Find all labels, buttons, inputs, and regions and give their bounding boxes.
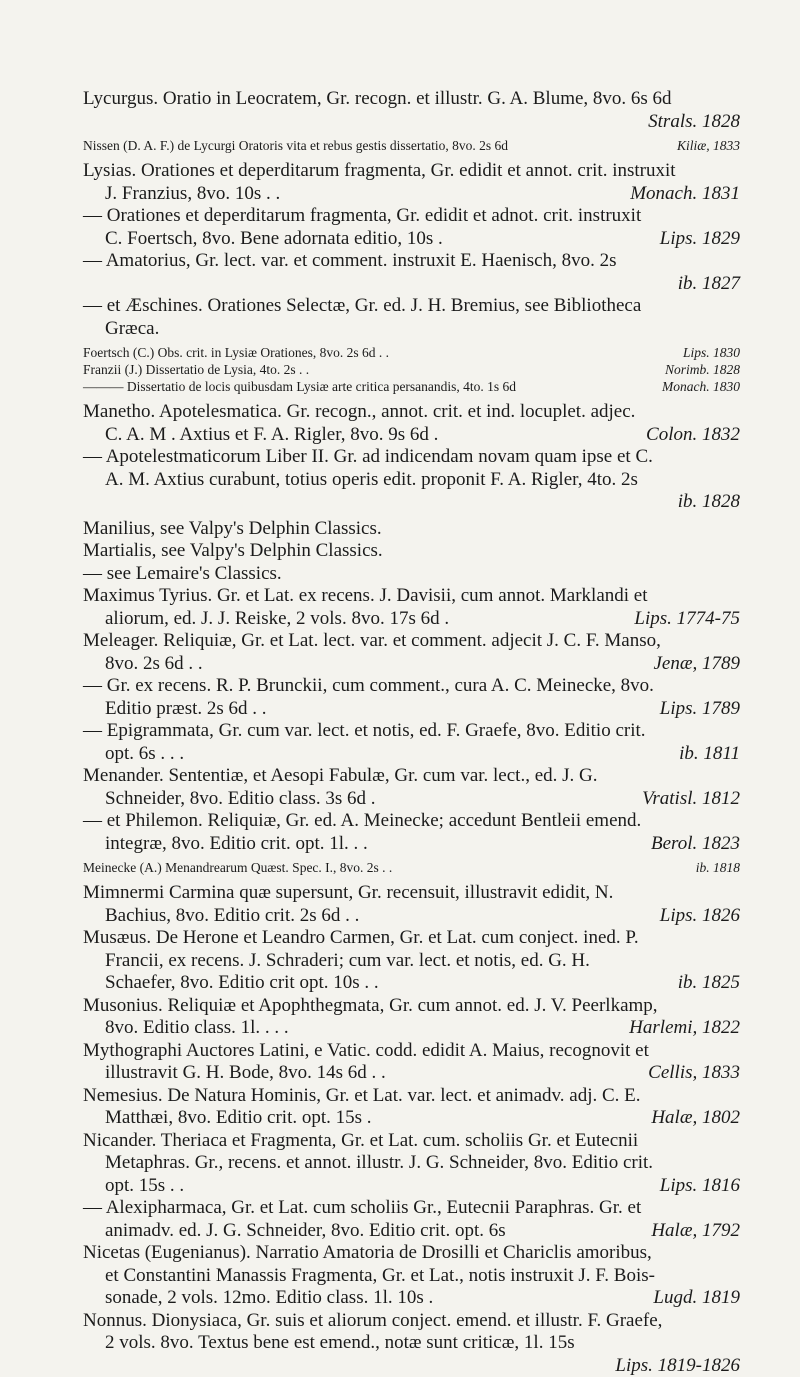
imprint: Vratisl. 1812 bbox=[642, 788, 740, 811]
entry-text: 8vo. 2s 6d . . bbox=[105, 653, 203, 674]
entry-text: C. A. M . Axtius et F. A. Rigler, 8vo. 9s 6d . bbox=[105, 424, 438, 445]
entry-text: Nicetas (Eugenianus). Narratio Amatoria de Drosilli et Chariclis amoribus, bbox=[83, 1242, 652, 1263]
imprint: Monach. 1830 bbox=[662, 378, 740, 395]
imprint: Lips. 1830 bbox=[683, 344, 740, 361]
entry-text: opt. 15s . . bbox=[105, 1175, 184, 1196]
catalogue-note bbox=[83, 137, 740, 154]
entry-text: Græca. bbox=[105, 318, 159, 339]
catalogue-entry bbox=[83, 882, 740, 1377]
imprint: Lugd. 1819 bbox=[653, 1287, 740, 1310]
entry-text: Nicander. Theriaca et Fragmenta, Gr. et Lat. cum. scholiis Gr. et Eutecnii bbox=[83, 1130, 638, 1151]
entry-text: Meinecke (A.) Menandrearum Quæst. Spec. I., 8vo. 2s . . bbox=[83, 860, 392, 875]
entry-line bbox=[83, 1107, 740, 1130]
entry-text: Menander. Sententiæ, et Aesopi Fabulæ, Gr. cum var. lect., ed. J. G. bbox=[83, 765, 598, 786]
entry-line bbox=[83, 424, 740, 447]
entry-text: Nissen (D. A. F.) de Lycurgi Oratoris vita et rebus gestis dissertatio, 8vo. 2s 6d bbox=[83, 138, 508, 153]
entry-line bbox=[83, 250, 740, 273]
imprint: ib. 1825 bbox=[678, 972, 740, 995]
imprint: Lips. 1819-1826 bbox=[615, 1355, 740, 1377]
entry-line bbox=[83, 228, 740, 251]
entry-line bbox=[83, 1242, 740, 1265]
entry-line bbox=[83, 833, 740, 856]
imprint: Berol. 1823 bbox=[651, 833, 740, 856]
entry-line bbox=[83, 1130, 740, 1153]
imprint: Cellis, 1833 bbox=[648, 1062, 740, 1085]
entry-text: Meleager. Reliquiæ, Gr. et Lat. lect. var. et comment. adjecit J. C. F. Manso, bbox=[83, 630, 661, 651]
entry-text: Schaefer, 8vo. Editio crit opt. 10s . . bbox=[105, 972, 379, 993]
entry-text: 2 vols. 8vo. Textus bene est emend., notæ sunt criticæ, 1l. 15s bbox=[105, 1332, 575, 1353]
entry-line bbox=[83, 295, 740, 318]
entry-line bbox=[83, 972, 740, 995]
entry-text: — Alexipharmaca, Gr. et Lat. cum scholiis Gr., Eutecnii Paraphras. Gr. et bbox=[83, 1197, 641, 1218]
entry-text: et Constantini Manassis Fragmenta, Gr. et Lat., notis instruxit J. F. Bois- bbox=[105, 1265, 655, 1286]
entry-text: — Gr. ex recens. R. P. Brunckii, cum comment., cura A. C. Meinecke, 8vo. bbox=[83, 675, 654, 696]
imprint: Strals. 1828 bbox=[648, 111, 740, 134]
entry-text: ——— Dissertatio de locis quibusdam Lysiæ arte critica persanandis, 4to. 1s 6d bbox=[83, 379, 516, 394]
entry-line bbox=[83, 88, 740, 111]
entry-line bbox=[83, 995, 740, 1018]
entry-line bbox=[83, 205, 740, 228]
imprint: Lips. 1826 bbox=[660, 905, 740, 928]
entry-text: J. Franzius, 8vo. 10s . . bbox=[105, 183, 280, 204]
entry-line bbox=[83, 608, 740, 631]
entry-text: opt. 6s . . . bbox=[105, 743, 184, 764]
entry-text: — Orationes et deperditarum fragmenta, Gr. edidit et adnot. crit. instruxit bbox=[83, 205, 641, 226]
entry-line bbox=[83, 1220, 740, 1243]
entry-text: Editio præst. 2s 6d . . bbox=[105, 698, 267, 719]
entry-text: Mythographi Auctores Latini, e Vatic. codd. edidit A. Maius, recognovit et bbox=[83, 1040, 649, 1061]
entry-line bbox=[83, 563, 740, 586]
entry-line bbox=[83, 183, 740, 206]
entry-text: Schneider, 8vo. Editio class. 3s 6d . bbox=[105, 788, 375, 809]
entry-text: C. Foertsch, 8vo. Bene adornata editio, 10s . bbox=[105, 228, 443, 249]
entry-line bbox=[83, 585, 740, 608]
entry-line bbox=[83, 905, 740, 928]
imprint: Monach. 1831 bbox=[630, 183, 740, 206]
entry-line bbox=[83, 1197, 740, 1220]
entry-text: — Amatorius, Gr. lect. var. et comment. instruxit E. Haenisch, 8vo. 2s bbox=[83, 250, 617, 271]
entry-text: sonade, 2 vols. 12mo. Editio class. 1l. 10s . bbox=[105, 1287, 433, 1308]
imprint: Lips. 1774-75 bbox=[634, 608, 740, 631]
entry-text: Nonnus. Dionysiaca, Gr. suis et aliorum conject. emend. et illustr. F. Graefe, bbox=[83, 1310, 662, 1331]
entry-text: Martialis, see Valpy's Delphin Classics. bbox=[83, 540, 383, 561]
entry-line bbox=[83, 927, 740, 950]
imprint: ib. 1827 bbox=[678, 273, 740, 296]
entry-text: Metaphras. Gr., recens. et annot. illustr. J. G. Schneider, 8vo. Editio crit. bbox=[105, 1152, 653, 1173]
entry-line bbox=[83, 518, 740, 541]
catalogue-note bbox=[83, 344, 740, 395]
entry-line bbox=[83, 160, 740, 183]
entry-text: integræ, 8vo. Editio crit. opt. 1l. . . bbox=[105, 833, 368, 854]
entry-text: Francii, ex recens. J. Schraderi; cum var. lect. et notis, ed. G. H. bbox=[105, 950, 590, 971]
entry-line bbox=[83, 1040, 740, 1063]
imprint: Harlemi, 1822 bbox=[629, 1017, 740, 1040]
entry-line bbox=[83, 675, 740, 698]
entry-text: Matthæi, 8vo. Editio crit. opt. 15s . bbox=[105, 1107, 372, 1128]
imprint: Colon. 1832 bbox=[646, 424, 740, 447]
imprint: ib. 1818 bbox=[696, 859, 740, 876]
imprint: ib. 1811 bbox=[679, 743, 740, 766]
entry-line bbox=[83, 765, 740, 788]
entry-line bbox=[83, 1152, 740, 1175]
entry-text: A. M. Axtius curabunt, totius operis edit. proponit F. A. Rigler, 4to. 2s bbox=[105, 469, 638, 490]
entry-line bbox=[83, 743, 740, 766]
entry-line bbox=[83, 1017, 740, 1040]
entry-line bbox=[83, 401, 740, 424]
entry-text: — et Philemon. Reliquiæ, Gr. ed. A. Meinecke; accedunt Bentleii emend. bbox=[83, 810, 641, 831]
entry-text: illustravit G. H. Bode, 8vo. 14s 6d . . bbox=[105, 1062, 386, 1083]
entry-line bbox=[83, 469, 740, 492]
catalogue-entry bbox=[83, 518, 740, 856]
entry-text: — Apotelestmaticorum Liber II. Gr. ad indicendam novam quam ipse et C. bbox=[83, 446, 653, 467]
imprint: Jenæ, 1789 bbox=[653, 653, 740, 676]
catalogue-entry bbox=[83, 401, 740, 514]
entry-text: — et Æschines. Orationes Selectæ, Gr. ed. J. H. Bremius, see Bibliotheca bbox=[83, 295, 641, 316]
entry-line bbox=[83, 1085, 740, 1108]
catalogue-note bbox=[83, 859, 740, 876]
entry-line bbox=[83, 630, 740, 653]
entry-line bbox=[83, 1355, 740, 1377]
entry-line bbox=[83, 1287, 740, 1310]
entry-text: Nemesius. De Natura Hominis, Gr. et Lat. var. lect. et animadv. adj. C. E. bbox=[83, 1085, 641, 1106]
entry-text: Lysias. Orationes et deperditarum fragmenta, Gr. edidit et annot. crit. instruxit bbox=[83, 160, 676, 181]
catalogue-entry bbox=[83, 88, 740, 133]
entry-text: Foertsch (C.) Obs. crit. in Lysiæ Orationes, 8vo. 2s 6d . . bbox=[83, 345, 389, 360]
entry-line bbox=[83, 318, 740, 341]
entry-text: Franzii (J.) Dissertatio de Lysia, 4to. 2s . . bbox=[83, 362, 309, 377]
entry-line bbox=[83, 540, 740, 563]
entry-text: Mimnermi Carmina quæ supersunt, Gr. recensuit, illustravit edidit, N. bbox=[83, 882, 613, 903]
imprint: Kiliæ, 1833 bbox=[677, 137, 740, 154]
imprint: Norimb. 1828 bbox=[665, 361, 740, 378]
entry-line bbox=[83, 491, 740, 514]
entry-line bbox=[83, 1062, 740, 1085]
entry-line bbox=[83, 810, 740, 833]
entry-line bbox=[83, 1332, 740, 1355]
imprint: Lips. 1816 bbox=[660, 1175, 740, 1198]
entry-line bbox=[83, 378, 740, 395]
entry-text: Manilius, see Valpy's Delphin Classics. bbox=[83, 518, 382, 539]
entry-line bbox=[83, 1310, 740, 1333]
entry-line bbox=[83, 653, 740, 676]
entry-line bbox=[83, 446, 740, 469]
imprint: Lips. 1789 bbox=[660, 698, 740, 721]
entry-line bbox=[83, 788, 740, 811]
catalogue-entry bbox=[83, 160, 740, 340]
entry-text: Lycurgus. Oratio in Leocratem, Gr. recogn. et illustr. G. A. Blume, 8vo. 6s 6d bbox=[83, 88, 672, 109]
entry-line bbox=[83, 698, 740, 721]
imprint: Halæ, 1802 bbox=[651, 1107, 740, 1130]
entry-text: Musæus. De Herone et Leandro Carmen, Gr. et Lat. cum conject. ined. P. bbox=[83, 927, 639, 948]
entry-text: aliorum, ed. J. J. Reiske, 2 vols. 8vo. 17s 6d . bbox=[105, 608, 449, 629]
entry-text: animadv. ed. J. G. Schneider, 8vo. Editio crit. opt. 6s bbox=[105, 1220, 506, 1241]
imprint: Lips. 1829 bbox=[660, 228, 740, 251]
entry-text: — Epigrammata, Gr. cum var. lect. et notis, ed. F. Graefe, 8vo. Editio crit. bbox=[83, 720, 646, 741]
entry-text: — see Lemaire's Classics. bbox=[83, 563, 282, 584]
imprint: ib. 1828 bbox=[678, 491, 740, 514]
entry-line bbox=[83, 344, 740, 361]
entry-line bbox=[83, 882, 740, 905]
entry-line bbox=[83, 361, 740, 378]
entry-line bbox=[83, 137, 740, 154]
entry-text: Manetho. Apotelesmatica. Gr. recogn., annot. crit. et ind. locuplet. adjec. bbox=[83, 401, 635, 422]
entry-text: Musonius. Reliquiæ et Apophthegmata, Gr. cum annot. ed. J. V. Peerlkamp, bbox=[83, 995, 658, 1016]
entry-text: Bachius, 8vo. Editio crit. 2s 6d . . bbox=[105, 905, 359, 926]
entry-line bbox=[83, 111, 740, 134]
entry-line bbox=[83, 1175, 740, 1198]
entry-line bbox=[83, 1265, 740, 1288]
entry-line bbox=[83, 273, 740, 296]
entry-line bbox=[83, 859, 740, 876]
entry-text: 8vo. Editio class. 1l. . . . bbox=[105, 1017, 289, 1038]
entry-text: Maximus Tyrius. Gr. et Lat. ex recens. J. Davisii, cum annot. Marklandi et bbox=[83, 585, 648, 606]
imprint: Halæ, 1792 bbox=[651, 1220, 740, 1243]
entry-line bbox=[83, 950, 740, 973]
entry-line bbox=[83, 720, 740, 743]
